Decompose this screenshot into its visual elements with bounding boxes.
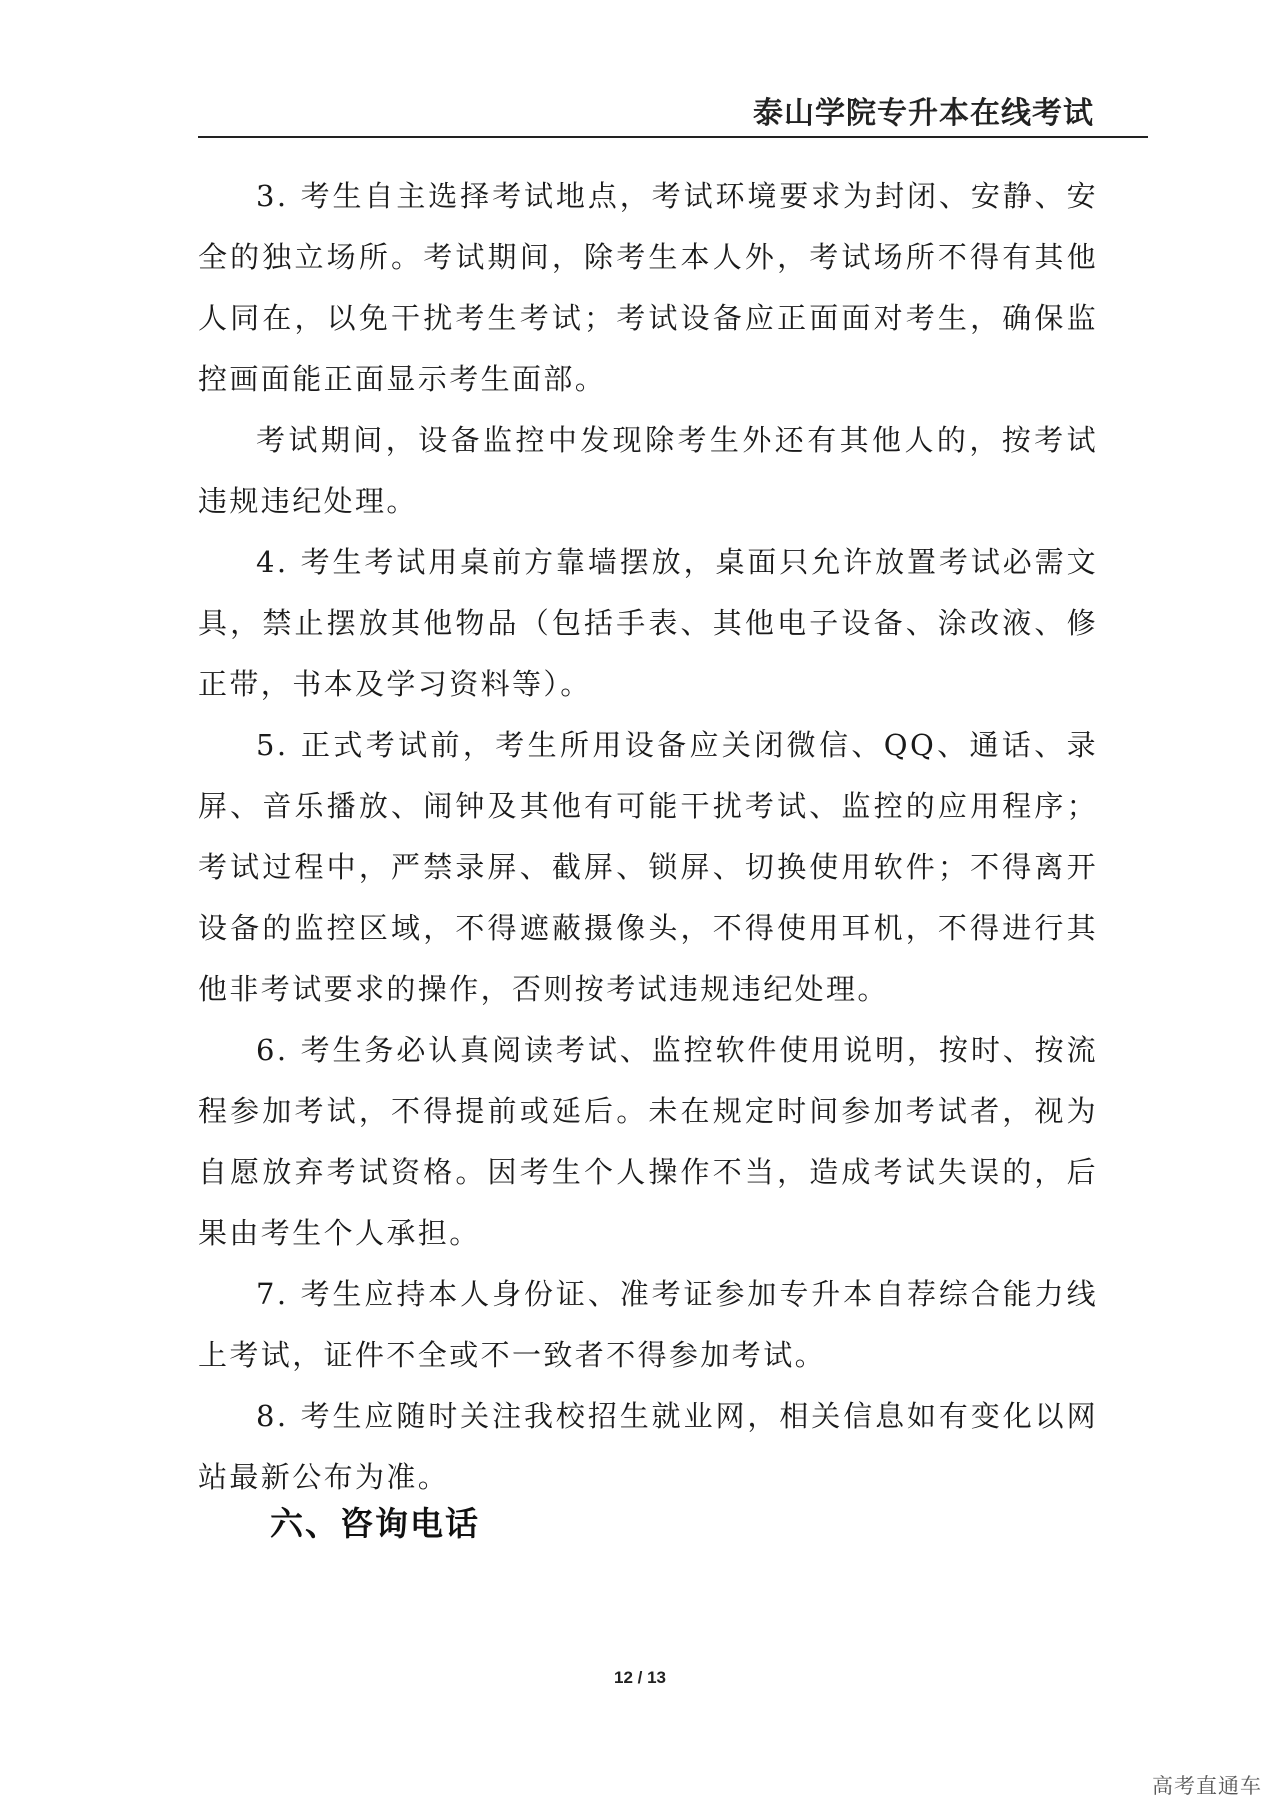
body-text [198,166,1098,1508]
paragraph-8: 8. 考生应随时关注我校招生就业网，相关信息如有变化以网站最新公布为准。 [198,1399,1098,1494]
header-title: 泰山学院专升本在线考试 [753,96,1094,131]
paragraph-4: 4. 考生考试用桌前方靠墙摆放，桌面只允许放置考试必需文具，禁止摆放其他物品（包括手表、其他电子设备、涂改液、修正带，书本及学习资料等）。 [198,545,1098,701]
paragraph-3: 3. 考生自主选择考试地点，考试环境要求为封闭、安静、安全的独立场所。考试期间，除考生本人外，考试场所不得有其他人同在，以免干扰考生考试；考试设备应正面面对考生，确保监控画面能正面显示考生面部。 [198,179,1098,396]
paragraph-3-note: 考试期间，设备监控中发现除考生外还有其他人的，按考试违规违纪处理。 [198,423,1098,518]
section-heading: 六、咨询电话 [270,1504,480,1543]
paragraph-7: 7. 考生应持本人身份证、准考证参加专升本自荐综合能力线上考试，证件不全或不一致者不得参加考试。 [198,1277,1098,1372]
page-number: 12 / 13 [614,1668,666,1687]
header-divider [198,136,1148,138]
paragraph-6: 6. 考生务必认真阅读考试、监控软件使用说明，按时、按流程参加考试，不得提前或延后。未在规定时间参加考试者，视为自愿放弃考试资格。因考生个人操作不当，造成考试失误的，后果由考生个人承担。 [198,1033,1098,1250]
watermark: 高考直通车 [1152,1774,1262,1798]
paragraph-5: 5. 正式考试前，考生所用设备应关闭微信、QQ、通话、录屏、音乐播放、闹钟及其他有可能干扰考试、监控的应用程序；考试过程中，严禁录屏、截屏、锁屏、切换使用软件；不得离开设备的监控区域，不得遮蔽摄像头，不得使用耳机，不得进行其他非考试要求的操作，否则按考试违规违纪处理。 [198,728,1098,1006]
